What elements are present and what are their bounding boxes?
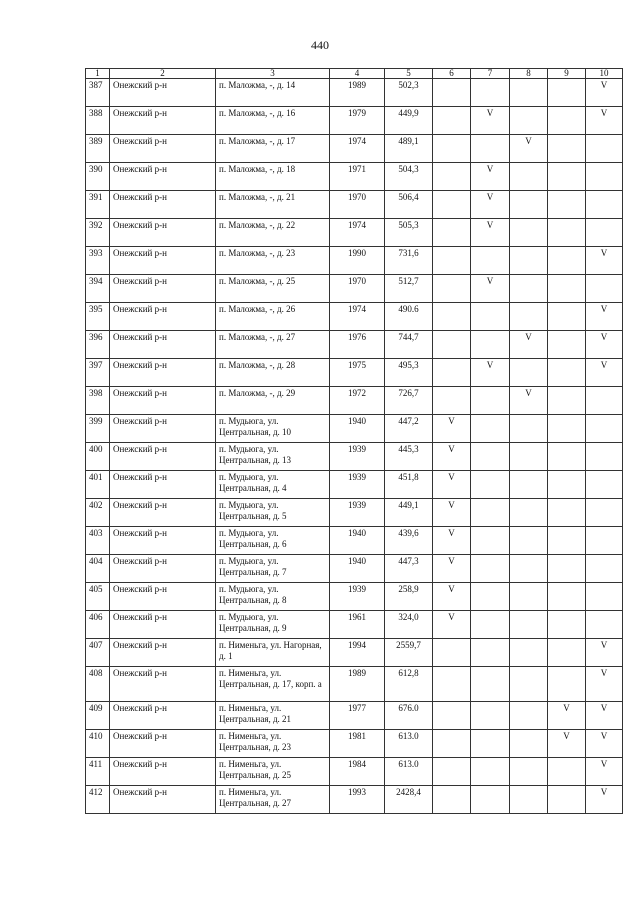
- table-row: [86, 359, 623, 387]
- year-built-cell: 1939: [330, 443, 385, 471]
- area-cell: 502,3: [385, 79, 433, 107]
- table-row: [86, 303, 623, 331]
- mark-cell-col8: [510, 163, 548, 191]
- mark-cell-col8: V: [510, 331, 548, 359]
- year-built-cell: 1993: [330, 786, 385, 814]
- mark-cell-col7: [471, 527, 510, 555]
- mark-cell-col9: [548, 359, 586, 387]
- mark-cell-col7: [471, 247, 510, 275]
- row-number: 410: [86, 730, 110, 758]
- district-cell: Онежский р-н: [110, 191, 216, 219]
- mark-cell-col8: [510, 667, 548, 702]
- mark-cell-col8: V: [510, 135, 548, 163]
- area-cell: 324,0: [385, 611, 433, 639]
- mark-cell-col7: [471, 639, 510, 667]
- year-built-cell: 1994: [330, 639, 385, 667]
- area-cell: 449,1: [385, 499, 433, 527]
- district-cell: Онежский р-н: [110, 730, 216, 758]
- mark-cell-col10: [586, 275, 623, 303]
- mark-cell-col10: V: [586, 639, 623, 667]
- address-cell: п. Маложма, -, д. 28: [216, 359, 330, 387]
- address-cell: п. Нименьга, ул. Центральная, д. 21: [216, 702, 330, 730]
- mark-cell-col10: V: [586, 247, 623, 275]
- address-cell: п. Нименьга, ул. Центральная, д. 27: [216, 786, 330, 814]
- mark-cell-col9: [548, 79, 586, 107]
- row-number: 392: [86, 219, 110, 247]
- row-number: 408: [86, 667, 110, 702]
- row-number: 390: [86, 163, 110, 191]
- year-built-cell: 1939: [330, 471, 385, 499]
- table-row: [86, 527, 623, 555]
- mark-cell-col8: [510, 499, 548, 527]
- column-header: 4: [330, 69, 385, 79]
- mark-cell-col10: [586, 583, 623, 611]
- district-cell: Онежский р-н: [110, 611, 216, 639]
- district-cell: Онежский р-н: [110, 303, 216, 331]
- year-built-cell: 1989: [330, 667, 385, 702]
- area-cell: 506,4: [385, 191, 433, 219]
- address-cell: п. Мудьюга, ул. Центральная, д. 10: [216, 415, 330, 443]
- district-cell: Онежский р-н: [110, 107, 216, 135]
- district-cell: Онежский р-н: [110, 275, 216, 303]
- table-row: [86, 702, 623, 730]
- row-number: 388: [86, 107, 110, 135]
- mark-cell-col7: [471, 499, 510, 527]
- mark-cell-col10: V: [586, 667, 623, 702]
- mark-cell-col10: [586, 611, 623, 639]
- district-cell: Онежский р-н: [110, 135, 216, 163]
- mark-cell-col6: [433, 191, 471, 219]
- year-built-cell: 1981: [330, 730, 385, 758]
- mark-cell-col8: [510, 527, 548, 555]
- year-built-cell: 1940: [330, 415, 385, 443]
- mark-cell-col6: [433, 730, 471, 758]
- mark-cell-col8: V: [510, 387, 548, 415]
- column-header: 6: [433, 69, 471, 79]
- mark-cell-col6: [433, 79, 471, 107]
- mark-cell-col6: V: [433, 527, 471, 555]
- mark-cell-col8: [510, 275, 548, 303]
- row-number: 399: [86, 415, 110, 443]
- mark-cell-col9: [548, 303, 586, 331]
- address-cell: п. Мудьюга, ул. Центральная, д. 7: [216, 555, 330, 583]
- mark-cell-col8: [510, 555, 548, 583]
- mark-cell-col7: [471, 667, 510, 702]
- row-number: 407: [86, 639, 110, 667]
- district-cell: Онежский р-н: [110, 667, 216, 702]
- mark-cell-col6: [433, 135, 471, 163]
- area-cell: 445,3: [385, 443, 433, 471]
- mark-cell-col9: [548, 387, 586, 415]
- mark-cell-col8: [510, 758, 548, 786]
- district-cell: Онежский р-н: [110, 471, 216, 499]
- mark-cell-col9: [548, 639, 586, 667]
- year-built-cell: 1972: [330, 387, 385, 415]
- district-cell: Онежский р-н: [110, 786, 216, 814]
- table-row: [86, 135, 623, 163]
- housing-registry-table: [85, 68, 623, 814]
- area-cell: 451,8: [385, 471, 433, 499]
- year-built-cell: 1939: [330, 583, 385, 611]
- mark-cell-col6: [433, 247, 471, 275]
- area-cell: 495,3: [385, 359, 433, 387]
- mark-cell-col9: [548, 667, 586, 702]
- year-built-cell: 1939: [330, 499, 385, 527]
- mark-cell-col9: [548, 107, 586, 135]
- mark-cell-col8: [510, 471, 548, 499]
- mark-cell-col10: [586, 387, 623, 415]
- mark-cell-col6: V: [433, 583, 471, 611]
- table-row: [86, 415, 623, 443]
- area-cell: 490.6: [385, 303, 433, 331]
- area-cell: 504,3: [385, 163, 433, 191]
- area-cell: 2428,4: [385, 786, 433, 814]
- mark-cell-col9: [548, 583, 586, 611]
- row-number: 387: [86, 79, 110, 107]
- address-cell: п. Мудьюга, ул. Центральная, д. 4: [216, 471, 330, 499]
- district-cell: Онежский р-н: [110, 758, 216, 786]
- mark-cell-col7: V: [471, 219, 510, 247]
- mark-cell-col9: [548, 163, 586, 191]
- row-number: 398: [86, 387, 110, 415]
- mark-cell-col8: [510, 191, 548, 219]
- mark-cell-col6: [433, 331, 471, 359]
- address-cell: п. Маложма, -, д. 27: [216, 331, 330, 359]
- mark-cell-col9: [548, 247, 586, 275]
- area-cell: 731,6: [385, 247, 433, 275]
- mark-cell-col8: [510, 107, 548, 135]
- mark-cell-col9: [548, 191, 586, 219]
- address-cell: п. Нименьга, ул. Нагорная, д. 1: [216, 639, 330, 667]
- address-cell: п. Маложма, -, д. 22: [216, 219, 330, 247]
- mark-cell-col7: [471, 79, 510, 107]
- mark-cell-col10: [586, 443, 623, 471]
- mark-cell-col10: V: [586, 303, 623, 331]
- address-cell: п. Мудьюга, ул. Центральная, д. 8: [216, 583, 330, 611]
- mark-cell-col8: [510, 730, 548, 758]
- row-number: 393: [86, 247, 110, 275]
- mark-cell-col6: [433, 387, 471, 415]
- table-row: [86, 219, 623, 247]
- row-number: 405: [86, 583, 110, 611]
- mark-cell-col10: [586, 415, 623, 443]
- area-cell: 613.0: [385, 758, 433, 786]
- mark-cell-col7: [471, 611, 510, 639]
- year-built-cell: 1940: [330, 527, 385, 555]
- year-built-cell: 1961: [330, 611, 385, 639]
- mark-cell-col10: [586, 219, 623, 247]
- row-number: 403: [86, 527, 110, 555]
- year-built-cell: 1989: [330, 79, 385, 107]
- year-built-cell: 1974: [330, 135, 385, 163]
- row-number: 395: [86, 303, 110, 331]
- address-cell: п. Мудьюга, ул. Центральная, д. 6: [216, 527, 330, 555]
- address-cell: п. Мудьюга, ул. Центральная, д. 13: [216, 443, 330, 471]
- address-cell: п. Мудьюга, ул. Центральная, д. 5: [216, 499, 330, 527]
- table-row: [86, 79, 623, 107]
- mark-cell-col8: [510, 639, 548, 667]
- area-cell: 612,8: [385, 667, 433, 702]
- year-built-cell: 1984: [330, 758, 385, 786]
- district-cell: Онежский р-н: [110, 499, 216, 527]
- area-cell: 489,1: [385, 135, 433, 163]
- address-cell: п. Маложма, -, д. 29: [216, 387, 330, 415]
- row-number: 394: [86, 275, 110, 303]
- district-cell: Онежский р-н: [110, 555, 216, 583]
- area-cell: 505,3: [385, 219, 433, 247]
- mark-cell-col9: V: [548, 730, 586, 758]
- table-row: [86, 107, 623, 135]
- mark-cell-col9: [548, 135, 586, 163]
- district-cell: Онежский р-н: [110, 443, 216, 471]
- mark-cell-col9: [548, 527, 586, 555]
- table-row: [86, 583, 623, 611]
- area-cell: 512,7: [385, 275, 433, 303]
- district-cell: Онежский р-н: [110, 359, 216, 387]
- area-cell: 447,3: [385, 555, 433, 583]
- address-cell: п. Маложма, -, д. 18: [216, 163, 330, 191]
- mark-cell-col10: [586, 135, 623, 163]
- district-cell: Онежский р-н: [110, 639, 216, 667]
- mark-cell-col9: [548, 443, 586, 471]
- table-row: [86, 758, 623, 786]
- address-cell: п. Маложма, -, д. 17: [216, 135, 330, 163]
- mark-cell-col6: [433, 275, 471, 303]
- address-cell: п. Маложма, -, д. 26: [216, 303, 330, 331]
- area-cell: 449,9: [385, 107, 433, 135]
- mark-cell-col6: [433, 219, 471, 247]
- mark-cell-col10: [586, 555, 623, 583]
- year-built-cell: 1971: [330, 163, 385, 191]
- mark-cell-col6: [433, 639, 471, 667]
- mark-cell-col8: [510, 702, 548, 730]
- mark-cell-col9: [548, 499, 586, 527]
- address-cell: п. Маложма, -, д. 21: [216, 191, 330, 219]
- mark-cell-col7: [471, 786, 510, 814]
- mark-cell-col7: [471, 443, 510, 471]
- column-number-header-row: [86, 69, 623, 79]
- year-built-cell: 1976: [330, 331, 385, 359]
- mark-cell-col6: V: [433, 471, 471, 499]
- mark-cell-col8: [510, 415, 548, 443]
- mark-cell-col7: [471, 583, 510, 611]
- mark-cell-col7: [471, 331, 510, 359]
- column-header: 1: [86, 69, 110, 79]
- table-row: [86, 555, 623, 583]
- district-cell: Онежский р-н: [110, 583, 216, 611]
- mark-cell-col10: V: [586, 730, 623, 758]
- district-cell: Онежский р-н: [110, 387, 216, 415]
- mark-cell-col6: [433, 163, 471, 191]
- mark-cell-col7: [471, 135, 510, 163]
- mark-cell-col9: [548, 415, 586, 443]
- mark-cell-col8: [510, 303, 548, 331]
- area-cell: 726,7: [385, 387, 433, 415]
- district-cell: Онежский р-н: [110, 163, 216, 191]
- mark-cell-col7: [471, 471, 510, 499]
- mark-cell-col10: [586, 191, 623, 219]
- row-number: 397: [86, 359, 110, 387]
- mark-cell-col10: [586, 471, 623, 499]
- mark-cell-col6: [433, 702, 471, 730]
- address-cell: п. Мудьюга, ул. Центральная, д. 9: [216, 611, 330, 639]
- mark-cell-col9: [548, 786, 586, 814]
- table-row: [86, 387, 623, 415]
- table-row: [86, 471, 623, 499]
- table-row: [86, 786, 623, 814]
- mark-cell-col7: [471, 702, 510, 730]
- year-built-cell: 1974: [330, 303, 385, 331]
- column-header: 10: [586, 69, 623, 79]
- mark-cell-col6: V: [433, 499, 471, 527]
- address-cell: п. Маложма, -, д. 14: [216, 79, 330, 107]
- table-row: [86, 275, 623, 303]
- mark-cell-col9: [548, 555, 586, 583]
- mark-cell-col6: V: [433, 555, 471, 583]
- mark-cell-col7: [471, 758, 510, 786]
- row-number: 391: [86, 191, 110, 219]
- mark-cell-col10: [586, 163, 623, 191]
- column-header: 9: [548, 69, 586, 79]
- district-cell: Онежский р-н: [110, 702, 216, 730]
- area-cell: 258,9: [385, 583, 433, 611]
- year-built-cell: 1974: [330, 219, 385, 247]
- area-cell: 676.0: [385, 702, 433, 730]
- address-cell: п. Маложма, -, д. 16: [216, 107, 330, 135]
- column-header: 2: [110, 69, 216, 79]
- district-cell: Онежский р-н: [110, 79, 216, 107]
- mark-cell-col6: V: [433, 611, 471, 639]
- table-row: [86, 247, 623, 275]
- address-cell: п. Маложма, -, д. 25: [216, 275, 330, 303]
- table-row: [86, 730, 623, 758]
- mark-cell-col10: V: [586, 107, 623, 135]
- row-number: 406: [86, 611, 110, 639]
- row-number: 409: [86, 702, 110, 730]
- mark-cell-col7: [471, 555, 510, 583]
- table-row: [86, 191, 623, 219]
- row-number: 401: [86, 471, 110, 499]
- mark-cell-col7: [471, 415, 510, 443]
- area-cell: 613.0: [385, 730, 433, 758]
- column-header: 8: [510, 69, 548, 79]
- mark-cell-col10: V: [586, 702, 623, 730]
- table-row: [86, 163, 623, 191]
- mark-cell-col7: V: [471, 163, 510, 191]
- year-built-cell: 1979: [330, 107, 385, 135]
- address-cell: п. Нименьга, ул. Центральная, д. 23: [216, 730, 330, 758]
- address-cell: п. Маложма, -, д. 23: [216, 247, 330, 275]
- year-built-cell: 1975: [330, 359, 385, 387]
- mark-cell-col10: V: [586, 758, 623, 786]
- column-header: 3: [216, 69, 330, 79]
- mark-cell-col7: V: [471, 359, 510, 387]
- year-built-cell: 1990: [330, 247, 385, 275]
- mark-cell-col8: [510, 219, 548, 247]
- mark-cell-col8: [510, 786, 548, 814]
- mark-cell-col7: [471, 303, 510, 331]
- mark-cell-col8: [510, 247, 548, 275]
- mark-cell-col9: [548, 611, 586, 639]
- table-row: [86, 667, 623, 702]
- mark-cell-col8: [510, 359, 548, 387]
- mark-cell-col10: V: [586, 331, 623, 359]
- mark-cell-col9: [548, 275, 586, 303]
- row-number: 412: [86, 786, 110, 814]
- area-cell: 447,2: [385, 415, 433, 443]
- mark-cell-col8: [510, 611, 548, 639]
- year-built-cell: 1977: [330, 702, 385, 730]
- district-cell: Онежский р-н: [110, 247, 216, 275]
- mark-cell-col9: [548, 219, 586, 247]
- table-row: [86, 443, 623, 471]
- mark-cell-col6: [433, 667, 471, 702]
- mark-cell-col10: [586, 527, 623, 555]
- area-cell: 439,6: [385, 527, 433, 555]
- district-cell: Онежский р-н: [110, 219, 216, 247]
- mark-cell-col9: [548, 331, 586, 359]
- year-built-cell: 1970: [330, 275, 385, 303]
- mark-cell-col7: V: [471, 275, 510, 303]
- mark-cell-col8: [510, 583, 548, 611]
- district-cell: Онежский р-н: [110, 527, 216, 555]
- mark-cell-col10: V: [586, 359, 623, 387]
- mark-cell-col8: [510, 443, 548, 471]
- mark-cell-col10: [586, 499, 623, 527]
- address-cell: п. Нименьга, ул. Центральная, д. 17, корп. а: [216, 667, 330, 702]
- mark-cell-col9: [548, 758, 586, 786]
- row-number: 400: [86, 443, 110, 471]
- row-number: 396: [86, 331, 110, 359]
- mark-cell-col7: V: [471, 191, 510, 219]
- district-cell: Онежский р-н: [110, 415, 216, 443]
- mark-cell-col7: [471, 387, 510, 415]
- area-cell: 744,7: [385, 331, 433, 359]
- row-number: 411: [86, 758, 110, 786]
- table-row: [86, 499, 623, 527]
- address-cell: п. Нименьга, ул. Центральная, д. 25: [216, 758, 330, 786]
- row-number: 404: [86, 555, 110, 583]
- mark-cell-col8: [510, 79, 548, 107]
- table-row: [86, 331, 623, 359]
- row-number: 389: [86, 135, 110, 163]
- row-number: 402: [86, 499, 110, 527]
- area-cell: 2559,7: [385, 639, 433, 667]
- mark-cell-col7: V: [471, 107, 510, 135]
- mark-cell-col9: [548, 471, 586, 499]
- mark-cell-col10: V: [586, 786, 623, 814]
- mark-cell-col6: [433, 359, 471, 387]
- year-built-cell: 1970: [330, 191, 385, 219]
- mark-cell-col6: [433, 107, 471, 135]
- mark-cell-col9: V: [548, 702, 586, 730]
- mark-cell-col6: [433, 786, 471, 814]
- table-row: [86, 639, 623, 667]
- mark-cell-col6: [433, 758, 471, 786]
- table-row: [86, 611, 623, 639]
- page-number: 440: [311, 38, 329, 52]
- year-built-cell: 1940: [330, 555, 385, 583]
- mark-cell-col6: V: [433, 443, 471, 471]
- mark-cell-col6: [433, 303, 471, 331]
- mark-cell-col7: [471, 730, 510, 758]
- mark-cell-col6: V: [433, 415, 471, 443]
- column-header: 5: [385, 69, 433, 79]
- column-header: 7: [471, 69, 510, 79]
- mark-cell-col10: V: [586, 79, 623, 107]
- district-cell: Онежский р-н: [110, 331, 216, 359]
